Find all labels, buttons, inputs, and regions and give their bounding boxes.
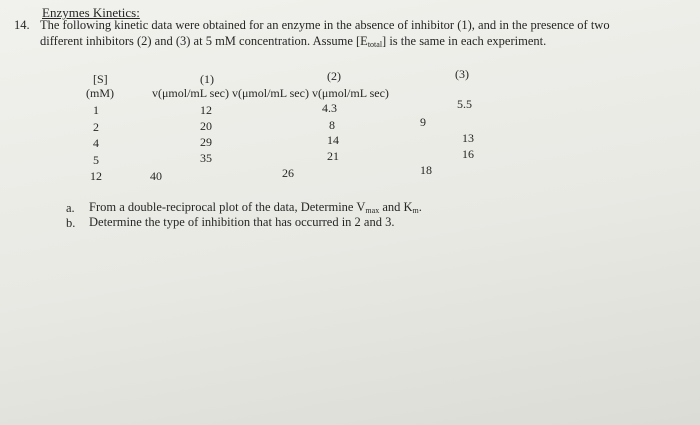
section-heading: Enzymes Kinetics: <box>42 5 140 20</box>
velocity-units-header: v(μmol/mL sec) v(μmol/mL sec) v(μmol/mL sec) <box>152 86 389 100</box>
velocity-value-1: 40 <box>150 169 162 183</box>
velocity-value-2: 8 <box>329 118 335 132</box>
problem-text-line2-end: ] is the same in each experiment. <box>382 34 547 48</box>
enzyme-subscript: total <box>367 40 383 49</box>
column-header-1: (1) <box>200 72 214 86</box>
velocity-value-2: 21 <box>327 149 339 163</box>
velocity-value-1: 35 <box>200 151 212 165</box>
velocity-value-1: 12 <box>200 103 212 117</box>
substrate-unit: (mM) <box>86 86 114 100</box>
velocity-value-2: 26 <box>282 166 294 180</box>
question-a-label: a. <box>66 201 75 215</box>
question-b-label: b. <box>66 216 76 230</box>
velocity-value-3: 16 <box>462 147 474 161</box>
problem-text-line2 <box>40 34 546 52</box>
question-a-text <box>89 200 422 215</box>
velocity-value-3: 18 <box>420 163 432 177</box>
column-header-2: (2) <box>327 69 341 83</box>
velocity-value-2: 14 <box>327 133 339 147</box>
velocity-value-1: 20 <box>200 119 212 133</box>
velocity-value-3: 5.5 <box>457 97 472 111</box>
substrate-value: 4 <box>93 136 99 150</box>
velocity-value-3: 9 <box>420 115 426 129</box>
substrate-value: 1 <box>93 103 99 117</box>
question-a-end: . <box>418 200 422 214</box>
question-a-start: From a double-reciprocal plot of the data, Determine V <box>89 200 366 214</box>
velocity-value-2: 4.3 <box>322 101 337 115</box>
problem-number: 14. <box>14 18 30 32</box>
question-a-mid: and K <box>379 200 413 214</box>
substrate-value: 2 <box>93 120 99 134</box>
substrate-header: [S] <box>93 72 108 86</box>
substrate-value: 12 <box>90 169 102 183</box>
problem-text-line2-start: different inhibitors (2) and (3) at 5 mM concentration. Assume [E <box>40 34 368 48</box>
column-header-3: (3) <box>455 67 469 81</box>
substrate-value: 5 <box>93 153 99 167</box>
question-b-text: Determine the type of inhibition that has occurred in 2 and 3. <box>89 215 395 229</box>
vmax-subscript: max <box>365 206 380 215</box>
problem-text-line1: The following kinetic data were obtained for an enzyme in the absence of inhibitor (1), and in the presence of two <box>40 18 610 32</box>
velocity-value-1: 29 <box>200 135 212 149</box>
km-subscript: m <box>412 206 419 215</box>
velocity-value-3: 13 <box>462 131 474 145</box>
